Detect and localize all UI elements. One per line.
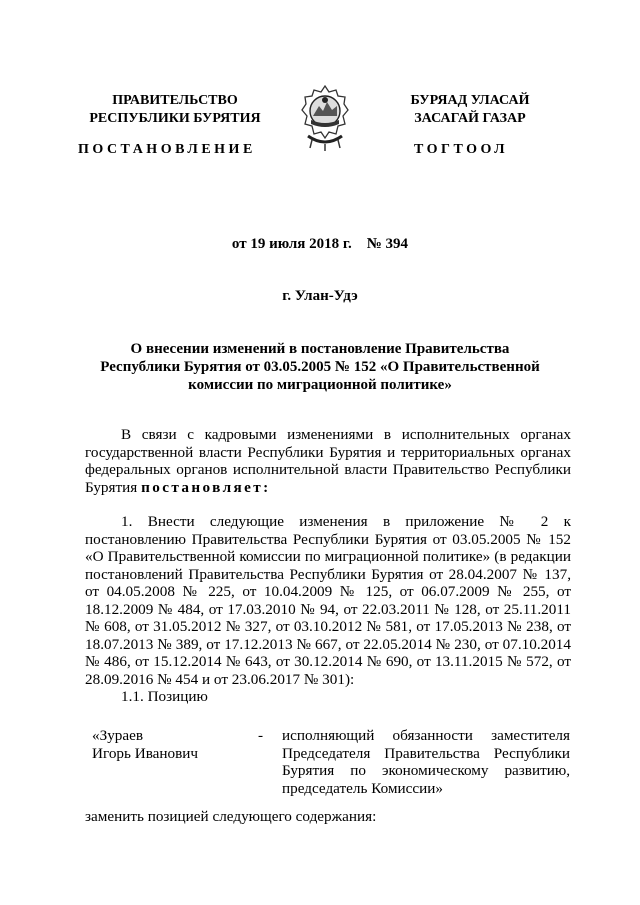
org-name-bua-line2: ЗАСАГАЙ ГАЗАР: [414, 111, 526, 126]
city: г. Улан-Удэ: [282, 288, 358, 304]
org-name-ru-line2: РЕСПУБЛИКИ БУРЯТИЯ: [89, 111, 261, 126]
title-line: Республики Бурятия от 03.05.2005 № 152 «О Правительственной: [100, 359, 540, 375]
date-number-line: от 19 июля 2018 г. № 394: [231, 236, 409, 252]
org-name-ru-line1: ПРАВИТЕЛЬСТВО: [112, 93, 238, 108]
document-title: [60, 340, 580, 394]
item-1-text: 1. Внести следующие изменения в приложение № 2 к постановлению Правительства Республики Бурятия от 03.05.2005 № 152 «О Правительственной комиссии по миграционной политике» (в редакции постановлений Правительства Республики Бурятия от 28.04.2007 № 137, от 04.05.2008 № 225, от 10.04.2009 № 125, от 06.07.2009 № 255, от 18.12.2009 № 484, от 17.03.2010 № 94, от 22.03.2011 № 128, от 25.11.2011 № 608, от 31.05.2012 № 327, от 03.10.2012 № 581, от 17.05.2013 № 238, от 18.07.2013 № 389, от 17.12.2013 № 667, от 22.05.2014 № 230, от 07.10.2014 № 486, от 15.12.2014 № 643, от 30.12.2014 № 690, от 13.11.2015 № 572, от 28.09.2016 № 454 и от 23.06.2017 № 301):: [85, 513, 571, 688]
republic-coat-of-arms-icon: [298, 80, 352, 154]
header-right: [370, 92, 570, 128]
title-line: комиссии по миграционной политике»: [188, 377, 452, 393]
position-description: исполняющий обязанности заместителя Председателя Правительства Республики Бурятия по экономическому развитию, председатель Комиссии»: [282, 727, 570, 797]
position-given-name: Игорь Иванович: [92, 744, 199, 762]
doc-type-bua: ТОГТООЛ: [414, 142, 509, 157]
item-1-1-text: 1.1. Позицию: [121, 688, 208, 705]
position-dash: -: [258, 727, 264, 744]
replace-instruction: заменить позицией следующего содержания:: [85, 808, 377, 825]
doc-type-ru: ПОСТАНОВЛЕНИЕ: [78, 142, 256, 157]
preamble-text: В связи с кадровыми изменениями в исполнительных органах государственной власти Республики Бурятия и территориальных органах федеральных органов исполнительной власти Правительство Республики Бурятия: [85, 426, 571, 496]
title-line: О внесении изменений в постановление Правительства: [130, 341, 510, 357]
position-name: [92, 727, 252, 762]
item-1-paragraph: [85, 513, 571, 706]
header-left: [70, 92, 280, 128]
org-name-bua-line1: БУРЯАД УЛАСАЙ: [410, 93, 530, 108]
preamble-paragraph: [85, 426, 571, 496]
preamble-emphasis: постановляет:: [141, 478, 271, 496]
position-surname: «Зураев: [92, 727, 144, 744]
